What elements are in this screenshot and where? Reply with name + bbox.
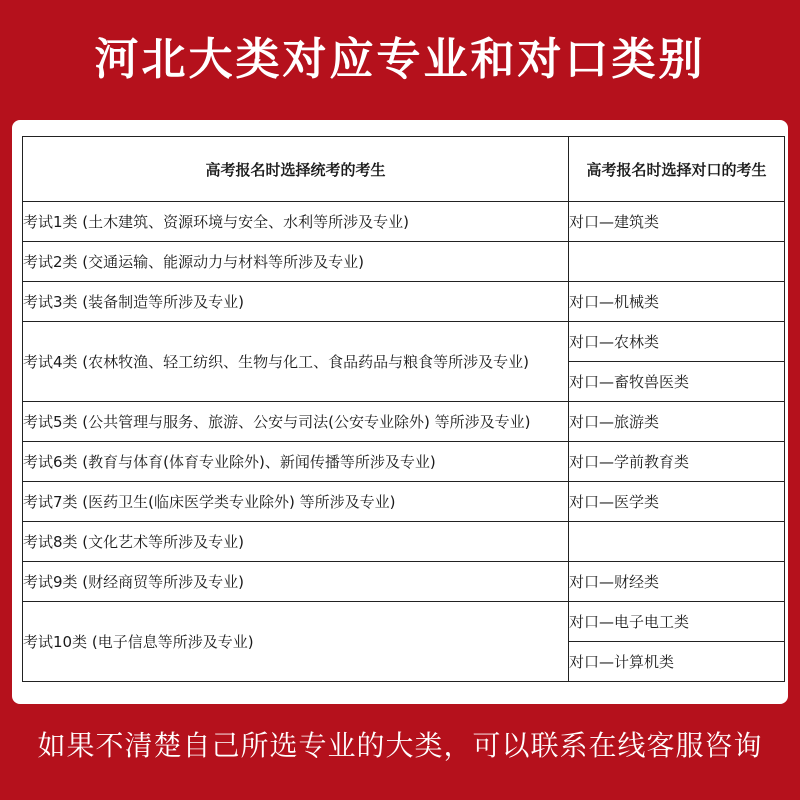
header-unified-exam: 高考报名时选择统考的考生 [23, 137, 569, 202]
exam-category-cell: 考试9类 (财经商贸等所涉及专业) [23, 562, 569, 602]
exam-category-cell: 考试5类 (公共管理与服务、旅游、公安与司法(公安专业除外) 等所涉及专业) [23, 402, 569, 442]
table-row [23, 482, 785, 522]
exam-category-cell: 考试3类 (装备制造等所涉及专业) [23, 282, 569, 322]
exam-category-cell: 考试7类 (医药卫生(临床医学类专业除外) 等所涉及专业) [23, 482, 569, 522]
table-row [23, 282, 785, 322]
duikou-category-cell-empty [569, 242, 785, 282]
table-row [23, 402, 785, 442]
table-header-row [23, 137, 785, 202]
page-title: 河北大类对应专业和对口类别 [94, 34, 706, 85]
duikou-category-cell: 对口—畜牧兽医类 [569, 362, 785, 402]
exam-category-cell: 考试4类 (农林牧渔、轻工纺织、生物与化工、食品药品与粮食等所涉及专业) [23, 322, 569, 402]
footer-note: 如果不清楚自己所选专业的大类，可以联系在线客服咨询 [37, 729, 763, 762]
exam-category-cell: 考试1类 (土木建筑、资源环境与安全、水利等所涉及专业) [23, 202, 569, 242]
duikou-category-cell-empty [569, 522, 785, 562]
duikou-category-cell: 对口—学前教育类 [569, 442, 785, 482]
duikou-category-cell: 对口—医学类 [569, 482, 785, 522]
duikou-category-cell: 对口—财经类 [569, 562, 785, 602]
duikou-category-cell: 对口—建筑类 [569, 202, 785, 242]
table-row [23, 202, 785, 242]
table-row [23, 322, 785, 362]
duikou-category-cell: 对口—机械类 [569, 282, 785, 322]
exam-category-cell: 考试6类 (教育与体育(体育专业除外)、新闻传播等所涉及专业) [23, 442, 569, 482]
duikou-category-cell: 对口—旅游类 [569, 402, 785, 442]
table-row [23, 602, 785, 642]
duikou-category-cell: 对口—电子电工类 [569, 602, 785, 642]
header-duikou-exam: 高考报名时选择对口的考生 [569, 137, 785, 202]
exam-category-cell: 考试10类 (电子信息等所涉及专业) [23, 602, 569, 682]
table-card [12, 120, 788, 704]
exam-category-cell: 考试2类 (交通运输、能源动力与材料等所涉及专业) [23, 242, 569, 282]
exam-category-cell: 考试8类 (文化艺术等所涉及专业) [23, 522, 569, 562]
category-table [22, 136, 785, 682]
table-row [23, 442, 785, 482]
table-row [23, 562, 785, 602]
duikou-category-cell: 对口—农林类 [569, 322, 785, 362]
table-row [23, 522, 785, 562]
duikou-category-cell: 对口—计算机类 [569, 642, 785, 682]
table-row [23, 242, 785, 282]
